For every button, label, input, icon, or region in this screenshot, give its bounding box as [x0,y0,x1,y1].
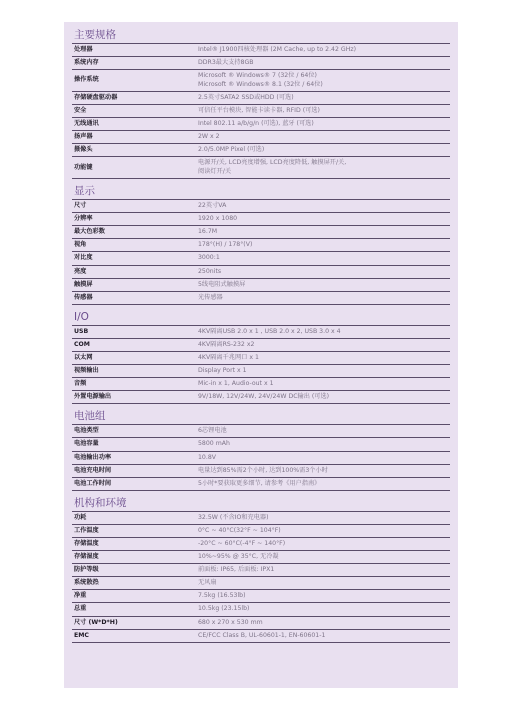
spec-key: 电池类型 [74,427,99,435]
spec-value [196,252,450,265]
spec-value-line: 6芯锂电池 [198,427,227,435]
spec-key: 总重 [74,605,87,613]
spec-value [196,603,450,616]
spec-value-line: 16.7M [198,228,218,236]
spec-value [196,213,450,226]
spec-value [196,157,450,179]
spec-value-line: 2.0/5.0MP Pixel (可选) [198,146,265,154]
spec-key: 视角 [74,241,87,249]
spec-value-line: 22英寸VA [198,202,227,210]
spec-row [72,391,450,404]
spec-value-line: 250nits [198,267,222,275]
spec-key: USB [74,327,89,335]
spec-row [72,131,450,144]
spec-value-line: 178°(H) / 178°(V) [198,241,253,249]
spec-row [72,338,450,351]
spec-value-line: Intel® J1900四核处理器 (2M Cache, up to 2.42 GHz) [198,46,357,53]
spec-key: 净重 [74,592,87,600]
spec-value [196,391,450,404]
spec-key: 存储硬盘驱动器 [74,93,118,101]
spec-value-line: 0°C ~ 40°C(32°F ~ 104°F) [198,526,281,534]
spec-key: 电池容量 [74,440,99,448]
spec-value-line: 3000:1 [198,254,220,262]
spec-value [196,425,450,438]
spec-key: EMC [74,631,89,639]
spec-section [72,183,450,305]
spec-value-line: -20°C ~ 60°C(-4°F ~ 140°F) [198,540,286,547]
spec-section [72,309,450,405]
spec-row [72,603,450,616]
spec-value [196,564,450,577]
spec-sections [72,27,450,643]
spec-key: 以太网 [74,353,93,361]
section-title: 电池组 [74,410,106,423]
spec-key: 电池充电时间 [74,466,112,474]
spec-row [72,118,450,131]
spec-key: 安全 [74,106,87,114]
spec-row [72,70,450,92]
spec-value [196,265,450,278]
spec-value [196,464,450,477]
spec-value-line: 9V/18W, 12V/24W, 24V/24W DC输出 (可选) [198,393,330,401]
spec-value-line: 5小时*要获取更多细节, 请参考《用户指南》 [198,479,321,487]
spec-value [196,338,450,351]
spec-value [196,57,450,70]
spec-row [72,351,450,364]
spec-key: 电池输出功率 [74,453,112,461]
spec-value-line: Microsoft ® Windows® 7 (32位 / 64位) [198,72,317,80]
spec-row [72,629,450,642]
spec-key: 存储湿度 [74,553,99,561]
spec-key: 外置电源输出 [74,393,112,401]
spec-value-line: 2W x 2 [198,133,220,141]
spec-value-line: 2.5英寸SATA2 SSD或HDD (可选) [198,93,294,101]
spec-row [72,200,450,213]
spec-value-line: 5线电阻式触摸屏 [198,280,246,288]
spec-row [72,157,450,179]
spec-row [72,477,450,490]
spec-value-line: 电量达到85%需2个小时, 达到100%需3个小时 [198,466,328,474]
spec-value [196,144,450,157]
spec-key: 系统内存 [74,59,99,67]
spec-sheet [64,22,458,688]
spec-key: 尺寸 (W*D*H) [74,618,118,626]
spec-value [196,511,450,524]
spec-key: 分辨率 [74,215,93,223]
spec-key: 操作系统 [74,76,99,84]
spec-key: 触摸屏 [74,280,93,288]
spec-row [72,226,450,239]
spec-value [196,616,450,629]
spec-key: COM [74,340,90,348]
spec-value [196,91,450,104]
spec-row [72,291,450,304]
spec-section [72,408,450,490]
section-title: 机构和环境 [74,496,127,509]
spec-value-line: Microsoft ® Windows® 8.1 (32位 / 64位) [198,80,323,88]
spec-value [196,477,450,490]
spec-value-line: DDR3最大支持8GB [198,59,254,67]
spec-row [72,278,450,291]
spec-value [196,325,450,338]
spec-key: 电池工作时间 [74,479,112,487]
spec-value-line: 电源开/关, LCD亮度增强, LCD亮度降低, 触摸屏开/关, [198,159,347,167]
section-title: 显示 [74,185,95,198]
spec-key: 音频 [74,380,87,388]
spec-row [72,265,450,278]
spec-value [196,351,450,364]
spec-value-line: 1920 x 1080 [198,215,238,223]
spec-value [196,226,450,239]
spec-value [196,577,450,590]
spec-value-line: 光传感器 [198,293,223,301]
spec-section [72,495,450,643]
spec-value [196,551,450,564]
spec-value [196,629,450,642]
spec-row [72,577,450,590]
spec-value-line: Mic-in x 1, Audio-out x 1 [198,380,274,388]
spec-value [196,118,450,131]
spec-row [72,57,450,70]
spec-row [72,524,450,537]
spec-key: 系统散热 [74,579,99,587]
spec-row [72,104,450,117]
spec-row [72,144,450,157]
spec-value-line: 无风扇 [198,579,217,587]
spec-key: 摄像头 [74,146,93,154]
spec-table [72,43,450,179]
spec-row [72,325,450,338]
spec-key: 防护等级 [74,566,99,574]
spec-section [72,27,450,179]
spec-key: 视频输出 [74,367,99,375]
spec-value-line: 4KV隔离USB 2.0 x 1 , USB 2.0 x 2, USB 3.0 x 4 [198,327,341,335]
spec-row [72,438,450,451]
spec-key: 传感器 [74,293,93,301]
spec-row [72,538,450,551]
spec-row [72,590,450,603]
spec-key: 处理器 [74,46,93,53]
spec-value [196,524,450,537]
spec-value [196,451,450,464]
spec-row [72,44,450,57]
spec-value-line: 10.8V [198,453,217,461]
spec-value [196,70,450,92]
spec-value [196,590,450,603]
spec-key: 最大色彩数 [74,228,105,236]
spec-row [72,451,450,464]
spec-value [196,538,450,551]
spec-row [72,564,450,577]
spec-key: 功耗 [74,513,87,521]
spec-value [196,44,450,57]
spec-table [72,424,450,490]
spec-row [72,378,450,391]
spec-value-line: 4KV隔离千兆网口 x 1 [198,353,259,361]
spec-key: 亮度 [74,267,87,275]
spec-value-line: 5800 mAh [198,440,230,448]
spec-value-line: Intel 802.11 a/b/g/n (可选), 蓝牙 (可选) [198,120,314,128]
spec-table [72,199,450,305]
spec-value-line: CE/FCC Class B, UL-60601-1, EN-60601-1 [198,631,326,639]
spec-value [196,438,450,451]
spec-row [72,213,450,226]
spec-row [72,464,450,477]
spec-row [72,365,450,378]
spec-value-line: 阅读灯开/关 [198,167,232,175]
spec-key: 对比度 [74,254,93,262]
spec-value-line: 10%~95% @ 35°C, 无冷凝 [198,553,279,561]
spec-row [72,425,450,438]
spec-key: 无线通讯 [74,120,99,128]
spec-value [196,104,450,117]
spec-value-line: 4KV隔离RS-232 x2 [198,340,255,348]
spec-value [196,200,450,213]
spec-value [196,365,450,378]
spec-value [196,291,450,304]
spec-row [72,511,450,524]
spec-row [72,252,450,265]
spec-key: 尺寸 [74,202,87,210]
spec-value [196,239,450,252]
spec-table [72,325,450,405]
spec-value-line: 7.5kg (16.53lb) [198,592,246,600]
spec-table [72,511,450,643]
spec-key: 功能键 [74,163,93,171]
spec-row [72,551,450,564]
spec-value-line: 可信任平台模块, 智能卡读卡器, RFID (可选) [198,106,320,114]
spec-value-line: 前面板: IP65, 后面板: IPX1 [198,566,275,574]
spec-key: 工作温度 [74,526,99,534]
spec-row [72,616,450,629]
section-title: I/O [74,310,89,323]
spec-value [196,131,450,144]
spec-key: 存储温度 [74,540,99,547]
spec-value-line: 680 x 270 x 530 mm [198,618,263,626]
spec-row [72,91,450,104]
spec-row [72,239,450,252]
spec-key: 扬声器 [74,133,93,141]
section-title: 主要规格 [74,29,116,41]
spec-value-line: 10.5kg (23.15lb) [198,605,250,613]
spec-value [196,378,450,391]
spec-value-line: 32.5W (不含IO和充电器) [198,513,269,521]
spec-value-line: Display Port x 1 [198,367,247,375]
spec-value [196,278,450,291]
